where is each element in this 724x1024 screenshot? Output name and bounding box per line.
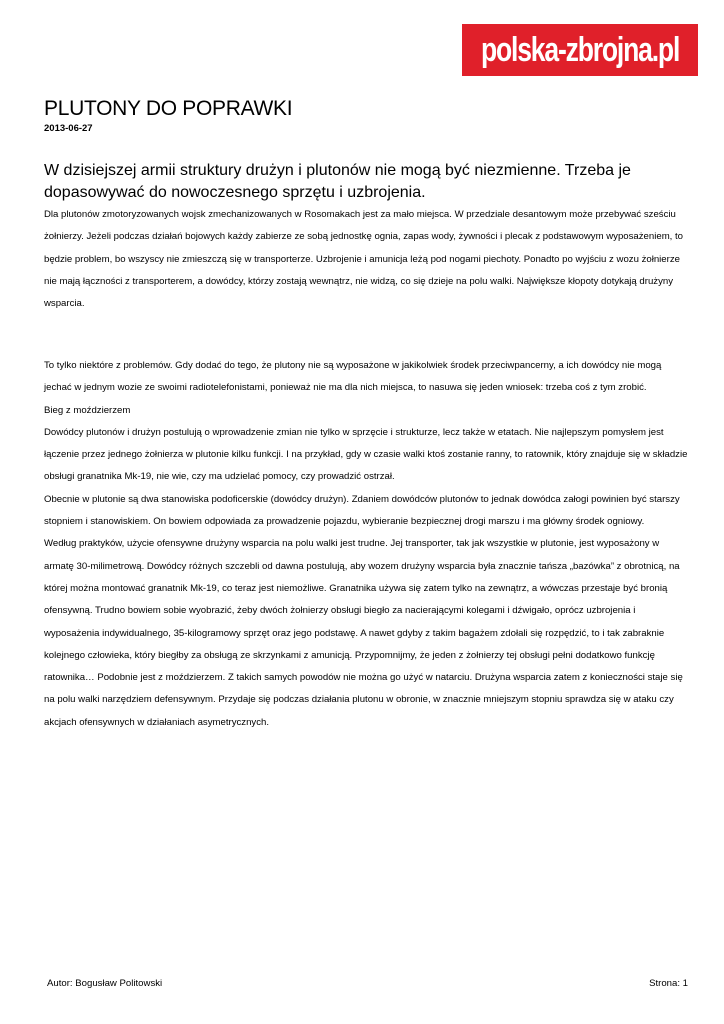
article-date: 2013-06-27 [44,123,93,134]
article-paragraph-3: Dowódcy plutonów i drużyn postulują o wprowadzenie zmian nie tylko w sprzęcie i strukturze, lecz także w etatach. Nie najlepszym pomysłem jest łączenie przez jednego żołnierza w plutonie kilku funkcji. I na przykład, gdy w czasie walki ktoś zostanie ranny, to ratownik, który znajduje się w składzie obsługi granatnika Mk-19, nie wie, czy ma udzielać pomocy, czy prowadzić ostrzał. [44,426,688,483]
footer-author: Autor: Bogusław Politowski [47,978,163,989]
article-lead: W dzisiejszej armii struktury drużyn i plutonów nie mogą być niezmienne. Trzeba je dopasowywać do nowoczesnego sprzętu i uzbrojenia. [44,162,631,201]
article-paragraph-1: Dla plutonów zmotoryzowanych wojsk zmechanizowanych w Rosomakach jest za mało miejsca. W przedziale desantowym może przebywać sześciu żołnierzy. Jeżeli podczas działań bojowych każdy zabierze ze sobą jednostkę ognia, zapas wody, żywności i plecak z podstawowym wyposażeniem, to będzie problem, bo wszyscy nie zmieszczą się w transporterze. Uzbrojenie i amunicja leżą pod nogami piechoty. Ponadto po wyjściu z wozu żołnierze nie mają łączności z transporterem, a dowódcy, którzy zostają wewnątrz, nie widzą, co się dzieje na polu walki. Największe kłopoty dotykają drużyny wsparcia. [44,209,684,310]
article-paragraph-4: Obecnie w plutonie są dwa stanowiska podoficerskie (dowódcy drużyn). Zdaniem dowódców plutonów to jednak dowódca załogi powinien być starszy stopniem i stanowiskiem. On bowiem odpowiada za prowadzenie pojazdu, wybieranie bezpiecznej drogi marszu i ma główny środek ogniowy. [44,493,680,528]
site-logo-text: polska-zbrojna.pl [480,30,680,69]
article-body-continued [44,355,690,734]
footer-page-number: Strona: 1 [649,978,688,989]
article-subheading: Bieg z moździerzem [44,404,131,416]
article-title: PLUTONY DO POPRAWKI [44,97,293,120]
article-paragraph-2: To tylko niektóre z problemów. Gdy dodać do tego, że plutony nie są wyposażone w jakikolwiek środek przeciwpancerny, a ich dowódcy nie mogą jechać w jednym wozie ze swoimi radiotelefonistami, ponieważ nie ma dla nich miejsca, to nasuwa się jeden wniosek: trzeba coś z tym zrobić. [44,360,662,394]
article-paragraph-5: Według praktyków, użycie ofensywne drużyny wsparcia na polu walki jest trudne. Jej transporter, tak jak wszystkie w plutonie, jest wyposażony w armatę 30-milimetrową. Dowódcy różnych szczebli od dawna postulują, aby wozem drużyny wsparcia była znacznie tańsza „bazówka” z obrotnicą, na której można montować granatnik Mk-19, co teraz jest niemożliwe. Granatnika używa się zatem tylko na zewnątrz, a wówczas przestaje być bronią ofensywną. Trudno bowiem sobie wyobrazić, żeby dwóch żołnierzy obsługi biegło za nacierającymi kolegami i dźwigało, oprócz uzbrojenia i wyposażenia indywidualnego, 35-kilogramowy sprzęt oraz jego podstawę. A nawet gdyby z takim bagażem zdołali się rozpędzić, to i tak zabraknie kolejnego człowieka, który biegłby za obsługą ze skrzynkami z amunicją. Przypomnijmy, że jeden z żołnierzy tej obsługi pełni dodatkowo funkcję ratownika… Podobnie jest z moździerzem. Z takich samych powodów nie można go użyć w natarciu. Drużyna wsparcia zatem z konieczności staje się na polu walki narzędziem defensywnym. Przydaje się podczas działania plutonu w obronie, w znacznie mniejszym stopniu sprawdza się w ataku czy akcjach ofensywnych w działaniach asymetrycznych. [44,538,683,728]
site-logo [462,24,698,76]
